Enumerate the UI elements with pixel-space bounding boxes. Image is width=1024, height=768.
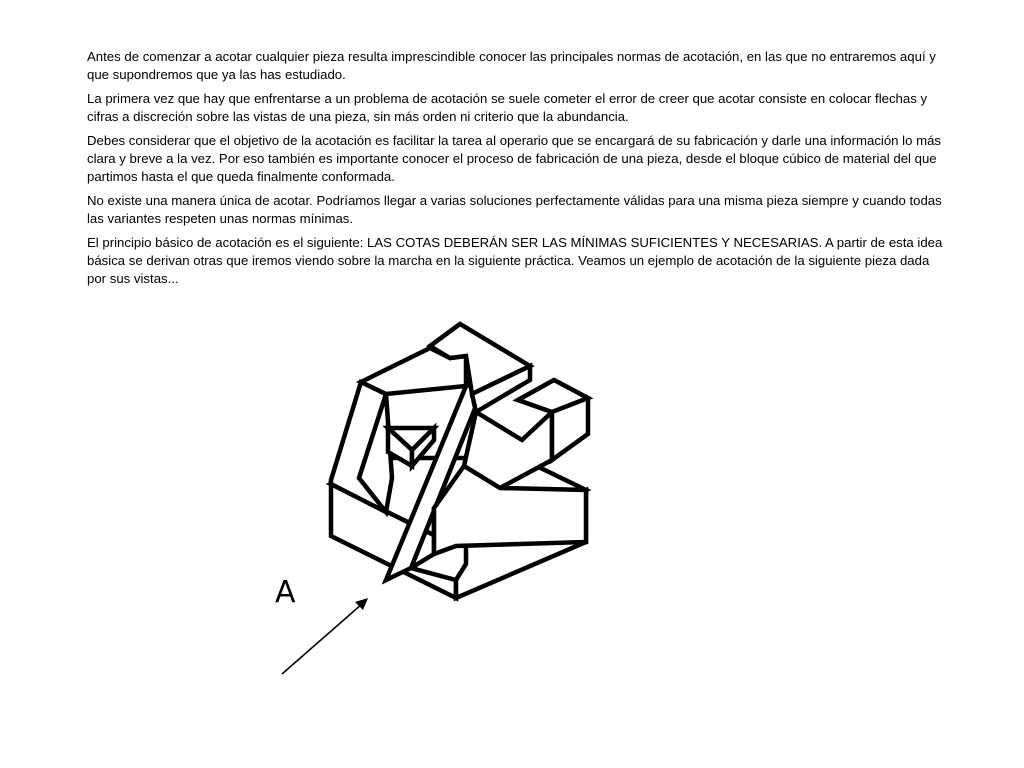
view-direction-arrow-shaft — [282, 604, 362, 674]
paragraph-intro: Antes de comenzar a acotar cualquier pieza resulta imprescindible conocer las principales normas de acotación, en las que no entraremos aquí y que supondremos que ya las has estudiado. — [87, 49, 936, 82]
paragraph-basic-principle: El principio básico de acotación es el siguiente: LAS COTAS DEBERÁN SER LAS MÍNIMAS SUFICIENTES Y NECESARIAS. A partir de esta idea básica se derivan otras que iremos viendo sobre la marcha en la siguiente práctica. Veamos un ejemplo de acotación de la siguiente pieza dada por sus vistas... — [87, 235, 943, 286]
view-direction-label: A — [275, 575, 296, 610]
paragraph-multiple-solutions: No existe una manera única de acotar. Podríamos llegar a varias soluciones perfectamente válidas para una misma pieza siempre y cuando todas las variantes respeten unas normas mínimas. — [87, 193, 942, 226]
paragraph-common-error: La primera vez que hay que enfrentarse a un problema de acotación se suele cometer el error de creer que acotar consiste en colocar flechas y cifras a discreción sobre las vistas de una pieza, sin más orden ni criterio que la abundancia. — [87, 91, 928, 124]
isometric-part-drawing — [331, 324, 588, 598]
paragraph-objective: Debes considerar que el objetivo de la acotación es facilitar la tarea al operario que se encargará de su fabricación y darle una información lo más clara y breve a la vez. Por eso también es importante conocer el proceso de fabricación de una pieza, desde el bloque cúbico de material del que partimos hasta el que queda finalmente conformada. — [87, 133, 942, 184]
